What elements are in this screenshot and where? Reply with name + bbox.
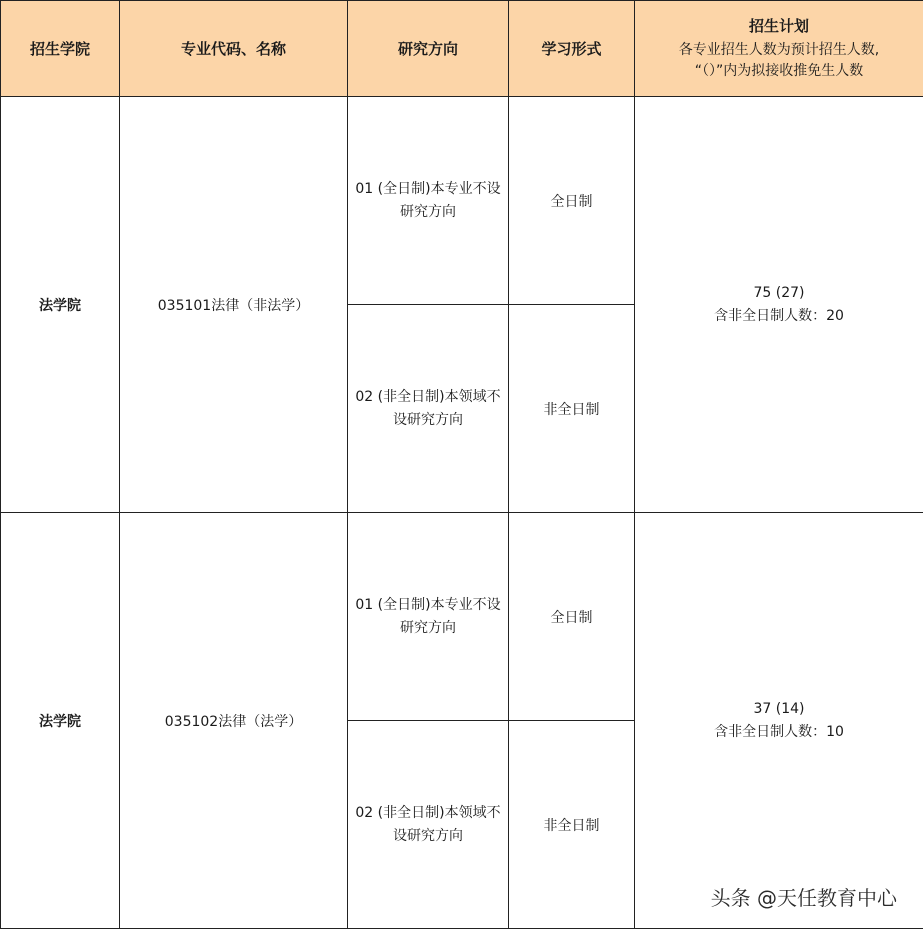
parttime-count: 含非全日制人数：20 <box>714 307 844 324</box>
header-row <box>1 1 923 97</box>
header-school: 招生学院 <box>1 1 120 97</box>
plan-cell <box>635 513 923 929</box>
header-mode: 学习形式 <box>509 1 635 97</box>
major-cell: 035101法律（非法学） <box>120 97 348 513</box>
mode-cell: 全日制 <box>509 513 635 721</box>
plan-cell <box>635 97 923 513</box>
table-row <box>1 513 923 721</box>
header-direction: 研究方向 <box>348 1 509 97</box>
header-major: 专业代码、名称 <box>120 1 348 97</box>
mode-cell: 全日制 <box>509 97 635 305</box>
header-plan <box>635 1 923 97</box>
direction-cell: 01 (全日制)本专业不设研究方向 <box>348 513 509 721</box>
parttime-count: 含非全日制人数：10 <box>714 723 844 740</box>
school-cell: 法学院 <box>1 97 120 513</box>
header-plan-note-2: “（）”内为拟接收推免生人数 <box>694 63 864 79</box>
mode-cell: 非全日制 <box>509 305 635 513</box>
quota-value: 37 (14) <box>753 700 805 717</box>
school-cell: 法学院 <box>1 513 120 929</box>
header-plan-title: 招生计划 <box>748 17 809 35</box>
watermark: 头条 @天任教育中心 <box>707 882 901 911</box>
direction-cell: 02 (非全日制)本领域不设研究方向 <box>348 305 509 513</box>
header-plan-note-1: 各专业招生人数为预计招生人数, <box>678 42 880 58</box>
quota-value: 75 (27) <box>753 284 805 301</box>
mode-cell: 非全日制 <box>509 721 635 929</box>
major-cell: 035102法律（法学） <box>120 513 348 929</box>
direction-cell: 02 (非全日制)本领域不设研究方向 <box>348 721 509 929</box>
table-row <box>1 97 923 305</box>
direction-cell: 01 (全日制)本专业不设研究方向 <box>348 97 509 305</box>
